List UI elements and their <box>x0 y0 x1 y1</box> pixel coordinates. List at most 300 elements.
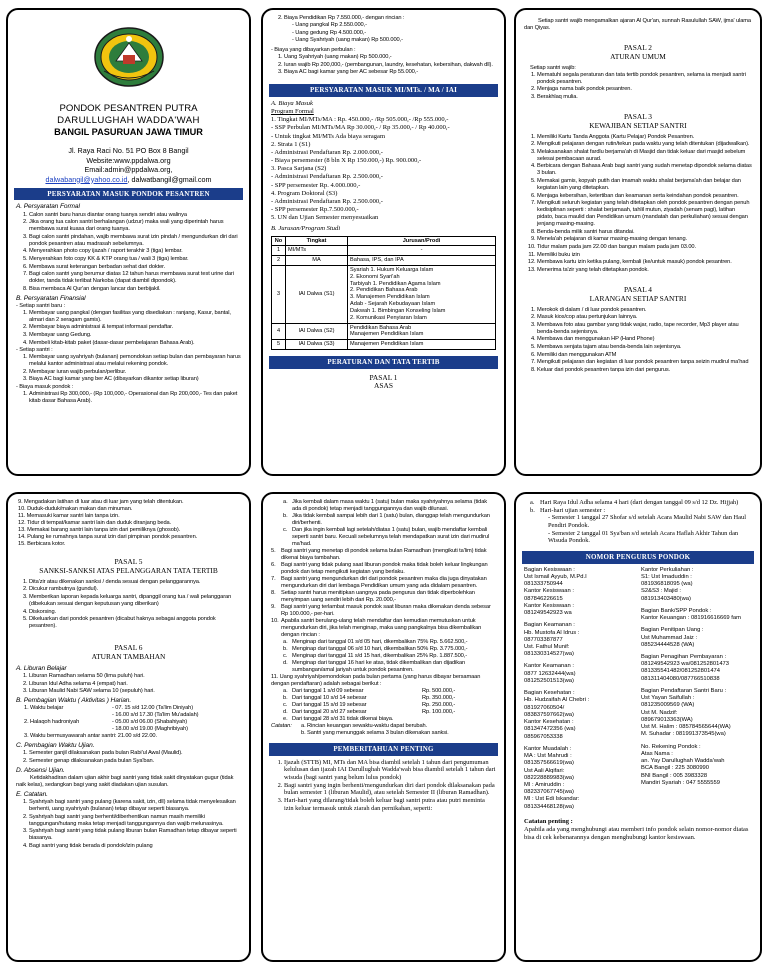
list-item: - Uang Syahriyah (uang makan) Rp 500.000,- <box>292 37 496 44</box>
section-bar-peraturan: PERATURAN DAN TATA TERTIB <box>269 356 498 369</box>
item-number: b. <box>283 695 288 701</box>
halaqoh-row <box>16 719 241 733</box>
list-item: 1. Memiliki Kartu Tanda Anggota (Kartu Pelajar) Pondok Pesantren. <box>537 134 752 141</box>
list-item: 3. Berakhlaq mulia. <box>537 94 752 101</box>
item-number: 10. <box>18 506 26 512</box>
item-number: c. <box>283 702 288 708</box>
item-text: Dari tanggal 1 s/d 09 sebesar <box>292 688 364 694</box>
item-text: Dari tanggal 10 s/d 14 sebesar <box>292 695 367 701</box>
table-cell: 2 <box>272 256 286 266</box>
fin-list-2 <box>16 354 241 383</box>
contact-group <box>524 690 635 741</box>
email-link[interactable]: dalwabangil@yahoo.co.id <box>45 174 128 184</box>
email-text: Email:admin@ppdalwa.org, <box>84 165 173 175</box>
list-item: 3. Biaya AC bagi kamar yang ber AC sebesar Rp 55.000,- <box>284 69 496 76</box>
panel-cover <box>6 8 251 476</box>
biaya-rincian-list <box>284 22 496 44</box>
contacts-grid <box>524 567 752 816</box>
item-amount: Rp. 350.000,- <box>422 695 456 701</box>
email-text-2: , dalwatbangil@gmail.com <box>127 174 212 184</box>
section-bar-pemberitahuan: PEMBERITAHUAN PENTING <box>269 743 498 756</box>
item-text: Jika kembali dalam masa waktu 1 (satu) bulan maka syahriyahnya selama (tidak ada di pondok) tetap menjadi tanggungannya dan wajib dilunasi. <box>292 499 488 512</box>
list-item: 7. Bagi calon santri yang berumur diatas 12 tahun harus membawa surat test urine dari dokter, tanda tidak terlibat Narkoba (dapat diambil dipondok). <box>29 271 241 285</box>
section-heading-waktu: B. Pembagian Waktu ( Aktivitas ) Harian. <box>16 697 132 705</box>
list-item: 5. Memakai gamis, kopyah putih dan imamah waktu shalat berjama'ah dan belajar dan kegiatan lain yang ditetapkan. <box>537 178 752 192</box>
list-item <box>530 507 752 515</box>
pasal-number: PASAL 3 <box>624 111 652 121</box>
list-item: 1. Merokok di dalam / di luar pondok pesantren. <box>537 307 752 314</box>
list-item: 2. Membayar biaya administrasi & tempat informasi pendaftar. <box>29 324 241 331</box>
biaya-pendidikan-list <box>271 15 496 44</box>
catatan-label: Catatan: <box>271 723 292 729</box>
item-number: a. <box>283 639 288 645</box>
item-number: d. <box>283 660 288 666</box>
item-number: 10. <box>271 618 279 624</box>
contact-line: Kantor Keamanan : <box>524 663 574 670</box>
pasal-title: KEWAJIBAN SETIAP SANTRI <box>589 120 687 130</box>
list-item: 8. Bisa membaca Al Qur'an dengan lancar dan berbijakil. <box>29 286 241 293</box>
contact-line: Hb. Hudzaifah Al Chebri : <box>524 697 590 704</box>
contact-line: BNI Bangil : 005 3983328 <box>641 772 708 779</box>
contact-line[interactable]: 085234444528 (WA) <box>641 641 695 648</box>
contact-line[interactable]: Ust M. Halim : 085784565644(WA) <box>641 724 731 731</box>
biaya-line: - Untuk tingkat MI/MTs Ada biaya seragam <box>271 132 385 140</box>
contact-line[interactable]: 087846226615 <box>524 595 563 602</box>
list-item <box>283 660 496 674</box>
item-text: Memasuki kamar santri lain tanpa izin. <box>26 513 120 519</box>
list-item <box>284 15 496 44</box>
item-number: b. <box>283 513 288 519</box>
list-item <box>18 506 241 513</box>
contact-group <box>641 608 752 622</box>
semester-list <box>530 514 752 545</box>
jurusan-table <box>271 236 496 350</box>
contact-heading: Bagian Penitipan Uang : <box>641 627 704 634</box>
contact-line[interactable]: 082337067745(wa) <box>524 789 574 796</box>
program-formal-label: Program Formal <box>271 107 314 115</box>
list-item <box>283 695 496 702</box>
list-item <box>283 499 496 513</box>
pasal-4-heading <box>524 286 752 304</box>
biaya-line: 2. Strata 1 (S1) <box>271 140 311 148</box>
section-bar-mi-mts: PERSYARATAN MASUK MI/MTs. / MA / IAI <box>269 84 498 97</box>
fin-list-3 <box>16 391 241 405</box>
list-item: 1. Liburan Ramadhan selama 50 (lima puluh) hari. <box>29 673 241 680</box>
contact-line[interactable]: 081334468128(wa) <box>524 803 574 810</box>
larangan-cont-list <box>16 499 241 548</box>
item-number: b. <box>283 646 288 652</box>
list-item <box>18 534 241 541</box>
section-bar-persyaratan: PERSYARATAN MASUK PONDOK PESANTREN <box>14 188 243 201</box>
catatan-block <box>271 723 496 737</box>
contact-line: an. Yay Darullughah Wadda'wah <box>641 758 725 765</box>
contact-line[interactable]: M. Suhadar : 081991373545(wa) <box>641 731 726 738</box>
contact-line[interactable]: Kantor Keuangan : 081916616669 fam <box>641 615 741 622</box>
contact-line[interactable]: 083837597662(wa) <box>524 711 574 718</box>
biaya-line: - SPP persemester Rp.7.500.000,- <box>271 206 359 214</box>
contact-line: Ust Muhammad Jaiz : <box>641 634 698 641</box>
contact-line: MI : Amiruddin : <box>524 781 565 788</box>
list-item: 1. Calon santri baru harus diantar orang tuanya sendiri atau walinya <box>29 212 241 219</box>
contact-line[interactable]: 082228889983(wa) <box>524 774 574 781</box>
list-item: 6. Menjaga kebersihan, ketertiban dan keamanan serta keindahan pondok pesantren. <box>537 193 752 200</box>
list-item <box>271 548 496 562</box>
pasal-title: ATURAN TAMBAHAN <box>91 652 166 661</box>
list-item: 2. Menjaga nama baik pondok pesantren. <box>537 86 752 93</box>
kewajiban-list <box>524 134 752 274</box>
biaya-line: 1. Tingkat MI/MTs/MA : Rp. 450.000,- /Rp 505.000,- /Rp 555.000,- <box>271 116 449 124</box>
contact-block <box>16 146 241 183</box>
biaya-line: - SSP Perbulan MI/MTs/MA Rp 30.000,- / Rp 35.000,- / Rp 40.000,- <box>271 124 450 132</box>
pasal-number: PASAL 2 <box>624 43 652 52</box>
refund-list <box>271 639 496 674</box>
contact-line[interactable]: 081249542923 wa <box>524 610 572 617</box>
item-text: Dan jika ingin kembali lagi setelah/diatas 1 (satu) bulan, wajib mendaftar kembali seperti santri baru. Kecuali sebelumnya telah mendapatkan surat izin dari mudirul ma'had. <box>292 527 490 547</box>
item-number: d. <box>283 709 288 715</box>
list-item: 8. Benda-benda milik santri harus ditandai. <box>537 229 752 236</box>
biaya-line: 4. Program Doktoral (S3) <box>271 189 338 197</box>
contact-line[interactable]: 081311404080/087766510838 <box>641 675 720 682</box>
pasal-number: PASAL 5 <box>114 557 143 566</box>
contact-line: MA : Ust Mahrudi : <box>524 753 572 760</box>
sanksi-list <box>16 579 241 630</box>
title-line-3: BANGIL PASURUAN JAWA TIMUR <box>54 126 203 137</box>
item-number: 7. <box>271 576 276 582</box>
panel-aturan <box>514 8 762 476</box>
dibayar-heading: - Biaya yang dibayarkan perbulan : <box>271 47 356 54</box>
contact-line: MI : Ust Edi Iskandar: <box>524 796 580 803</box>
libur-list <box>16 673 241 695</box>
item-amount: Rp. 250.000,- <box>422 702 456 708</box>
list-item: 1. Membayar uang syahriyah (bulanan) pemondokan setiap bulan dan pembayaran harus melalui kantor administrasi atau melalui rekening pondok. <box>29 354 241 368</box>
contact-heading: Bagian Kesiswaan : <box>524 566 575 573</box>
contact-line: Ust Yayan Saifullah : <box>641 695 695 702</box>
item-amount: Rp. 100.000,- <box>422 709 456 715</box>
list-item <box>18 499 241 506</box>
contact-line[interactable]: 081235009569 (WA) <box>641 702 695 709</box>
contact-line: Ust M. Nadzif: <box>641 709 678 716</box>
pasal-title: SANKSI-SANKSI ATAS PELANGGARAN TATA TERTIB <box>39 565 218 575</box>
list-item <box>530 499 752 507</box>
list-item: 2. Membayar iuran wajib perbulan/perlibur. <box>29 369 241 376</box>
contact-group <box>641 688 752 739</box>
item-number: 14. <box>18 534 26 540</box>
waktu-value: - 16.00 s/d 17.30 (Ta'lim Mu'adalah) <box>112 712 199 719</box>
list-item: 1. Uang Syahriyah (uang makan) Rp 500.000,- <box>284 54 496 61</box>
waktu-value: - 07. 15 s/d 12.00 (Ta'lim Diniyah) <box>112 705 194 712</box>
item-number: 8. <box>271 590 276 596</box>
biaya-line: 3. Pasca Sarjana (S2) <box>271 165 327 173</box>
pasal-5-heading <box>16 558 241 576</box>
catatan-list <box>16 799 241 850</box>
contact-line: Atas Nama : <box>641 750 673 757</box>
list-item <box>271 618 496 639</box>
list-item <box>271 604 496 618</box>
contact-group <box>641 654 752 683</box>
list-item: 2. Jika orang tua calon santri berhalangan (udzur) maka wali yang diperintah harus membawa surat kuasa dari orang tuanya. <box>29 219 241 233</box>
catatan-line: a. Rincian keuangan sewaktu-waktu dapat berubah. <box>301 723 428 729</box>
biaya-line: - Biaya persemester (8 bln X Rp 150.000,-) Rp. 900.000,- <box>271 157 422 165</box>
item-number: a. <box>283 688 288 694</box>
contact-line: Hb. Mustofa Al Idrus : <box>524 629 580 636</box>
musyawarah-row: 3. Waktu bermusyawarah antar santri: 21.00 s/d 22.00. <box>24 733 157 740</box>
contact-line[interactable]: 081913403480(wa) <box>641 595 691 602</box>
item-text: Dari tanggal 20 s/d 27 sebesar <box>292 709 367 715</box>
table-row <box>272 323 496 340</box>
item-text: Tidur di tempat/kamar santri lain dan duduk diranjang beda. <box>27 520 172 526</box>
list-item: 13. Menerima ta'zir yang telah ditetapkan pondok. <box>537 267 752 274</box>
list-item <box>271 590 496 604</box>
list-item <box>283 702 496 709</box>
waktu-label: 1. Waktu belajar <box>24 705 64 712</box>
pasal-title: LARANGAN SETIAP SANTRI <box>589 293 687 303</box>
pasal-number: PASAL 4 <box>624 284 652 294</box>
pasal-3-heading <box>524 113 752 131</box>
contact-heading: Bagian Penagihan Pembayaran : <box>641 654 727 660</box>
waktu-label: 2. Halaqoh hadroniyah <box>24 719 80 726</box>
item-number: e. <box>283 716 288 722</box>
contact-group <box>524 567 635 618</box>
item-text: Dari tanggal 15 s/d 19 sebesar <box>292 702 367 708</box>
absensi-text: Ketidakhadiran dalam ujian akhir bagi santri yang tidak sakit dinyatakan gugur (tidak naik kelas), sedangkan bagi yang sakit diadakan ujian susulan. <box>16 775 234 789</box>
contact-line[interactable]: 081333750944 <box>524 581 563 588</box>
asas-text: Setiap santri wajib mengamalkan ajaran Al Qur'an, sunnah Rasulullah SAW, ijma' ulama dan Qiyas. <box>524 18 751 31</box>
contact-line: S1: Ust Imaduddin : <box>641 573 692 580</box>
item-number: 15. <box>18 541 26 547</box>
table-header: No <box>272 236 286 246</box>
list-item: 8. Keluar dari pondok pesantren tanpa izin dari pengurus. <box>537 367 752 374</box>
title-line-1: PONDOK PESANTREN PUTRA <box>59 103 198 114</box>
contact-line[interactable]: 081347472356 (wa) <box>524 726 576 733</box>
biaya-line: - Administrasi Pendaftaran Rp. 2.500.000,- <box>271 198 383 205</box>
table-header: Tingkat <box>286 236 348 246</box>
list-item <box>18 527 241 534</box>
list-item <box>283 646 496 653</box>
list-item: 10. Tidur malam pada jam 22.00 dan bangun malam pada jam 03.00. <box>537 244 752 251</box>
panel-kontak <box>514 492 762 962</box>
list-item: - Semester 1 tanggal 27 Shofar s/d setelah Acara Maulid Nabi SAW dan Haul Pendiri Pondok. <box>548 514 752 529</box>
section-heading-finansial: B. Persyaratan Finansial <box>16 294 86 302</box>
contact-heading: No. Rekening Pondok : <box>641 743 701 750</box>
wajib-heading: Setiap santri wajib: <box>530 64 576 71</box>
section-heading-jurusan: B. Jurusan/Program Studi <box>271 224 341 232</box>
dibayar-list <box>271 54 496 76</box>
list-item <box>271 562 496 576</box>
item-text: Pulang ke rumahnya tanpa surat izin dari pimpinan pondok pesantren. <box>27 534 198 540</box>
item-text: Memakai barang santri lain tanpa izin dari pemiliknya (ghosob). <box>27 527 181 533</box>
contact-line[interactable]: 081249542923 wa/081252801473 <box>641 661 730 668</box>
list-item: 1. Syahriyah bagi santri yang pulang (karena sakit, izin, dll) selama tidak menyelesaikan berhenti, uang syahriyah (bulanan) tetap dibayar seperti biasanya. <box>29 799 241 813</box>
item-text: Bagi santri yang terlambat masuk pondok saat liburan maka dikenakan denda sebesar Rp 100.000,- per-hari. <box>281 604 491 617</box>
table-cell: 1 <box>272 246 286 256</box>
list-item: 6. Membawa surat keterangan berbadan sehat dari dokter. <box>29 264 241 271</box>
list-item: 3. Bagi calon santri pindahan, wajib membawa surat izin pindah / mengundurkan diri dari pondok pesantren atau madrasah sebelumnya. <box>29 234 241 248</box>
section-heading-biaya-masuk: A. Biaya Masuk <box>271 99 313 107</box>
table-cell: MA <box>286 256 348 266</box>
pasal-6-heading <box>16 644 241 662</box>
table-row <box>272 246 496 256</box>
table-cell: Manajemen Pendidikan Islam <box>348 340 496 350</box>
contact-heading: Kantor Perkuliahan : <box>641 566 694 573</box>
contact-heading: Bagian Bank/SPP Pondok : <box>641 607 712 614</box>
biaya-pendidikan-text: Biaya Pendidikan Rp 7.550.000,- dengan rincian : <box>284 15 405 21</box>
contact-heading: Bagian Keamanan : <box>524 622 575 629</box>
list-item <box>283 688 496 695</box>
list-item: 1. Semester ganjil dilaksanakan pada bulan Rabi'ul Awal (Maulid). <box>29 750 241 757</box>
section-heading-libur: A. Liburan Belajar <box>16 664 67 672</box>
item-number: a. <box>530 499 535 506</box>
contact-line: BCA Bangil : 225 3080990 <box>641 765 710 772</box>
contacts-right-column <box>641 567 752 816</box>
title-line-2: DARULLUGHAH WADDA'WAH <box>57 114 200 126</box>
contact-line: Kantor Kesiswaan : <box>524 588 574 595</box>
list-item: 4. Bagi santri yang tidak berada di pondok/izin pulang <box>29 843 241 850</box>
website-text[interactable]: Website:www.ppdalwa.org <box>86 155 171 165</box>
contact-group <box>524 663 635 685</box>
list-item: 11. Memiliki buku izin <box>537 252 752 259</box>
contact-line[interactable]: 0877 12632444(wa) <box>524 670 576 677</box>
list-item: 3. Syahriyah bagi santri yang tidak pulang liburan bulan Ramadhan tetap dibayar seperti biasanya. <box>29 828 241 842</box>
larangan-list <box>524 307 752 374</box>
contact-group <box>641 627 752 649</box>
item-amount: Rp. 500.000,- <box>422 688 456 694</box>
ujian-list <box>16 750 241 765</box>
list-item <box>283 639 496 646</box>
list-item: 3. Biaya AC bagi kamar yang ber AC (dibayarkan dikantor setiap liburan) <box>29 376 241 383</box>
pasal-2-heading <box>524 44 752 62</box>
contact-line[interactable]: 081357566619(wa) <box>524 760 574 767</box>
item-text: Dari tanggal 28 s/d 31 tidak dikenai biaya. <box>292 716 394 722</box>
list-item <box>283 513 496 527</box>
item-text: Bagi santri yang mengundurkan diri dari pondok pesantren maka dia juga dinyatakan mengundurkan diri dari lembaga Pendidikan umum yang ada didalam pesantren. <box>281 576 487 589</box>
catatan-penting-label: Catatan penting : <box>524 817 573 825</box>
contact-group <box>641 744 752 787</box>
table-row <box>272 266 496 324</box>
contact-group <box>524 746 635 811</box>
contact-line[interactable]: 081927060504/ <box>524 704 565 711</box>
item-number: 11. <box>18 513 26 519</box>
section-bar-nomor-pengurus: NOMOR PENGURUS PONDOK <box>522 551 754 564</box>
table-header: Jurusan/Prodi <box>348 236 496 246</box>
list-item: 3. Memberikan laporan kepada keluarga santri, dipanggil orang tua / wali pelanggaran (dibekukan sesuai dengan keputusan yang diberikan) <box>29 594 241 608</box>
item-number: a. <box>283 499 288 505</box>
contact-heading: Kantor Kesiswaan : <box>524 602 574 609</box>
list-item <box>283 527 496 548</box>
contact-line: Ust Ismail Ayyub, M.Pd.I <box>524 573 587 580</box>
address-text: Jl. Raya Raci No. 51 PO Box 8 Bangil <box>68 146 189 156</box>
contact-group <box>641 567 752 603</box>
contact-line: Ust Aali Alqifari: <box>524 767 565 774</box>
panel-peraturan-lanjutan <box>261 492 506 962</box>
table-cell: Pendidikan Bahasa Arab Manajemen Pendidikan Islam <box>348 323 496 340</box>
section-heading-catatan: E. Catatan. <box>16 791 48 799</box>
biaya-line: - Administrasi Pendaftaran Rp. 2.000.000,- <box>271 148 383 156</box>
item-number: b. <box>530 506 535 514</box>
pasal-number: PASAL 6 <box>114 643 143 653</box>
item-text: Menginap dari tanggal 06 s/d 10 hari, dikembalikan 50% Rp. 3.775.000,- <box>292 646 468 652</box>
waktu-value: - 05.00 s/d 06.00 (Shabahiyah) <box>112 719 188 726</box>
section-heading-formal: A. Persyaratan Formal <box>16 203 80 211</box>
list-item: 3. Melaksanakan shalat fardlu berjama'ah di Masjid dan tidak keluar dari masjid sebelum selesai pembacaan aurad. <box>537 149 752 163</box>
list-item: 7. Mengikuti pelajaran dan kegiatan di luar pondok pesantren tanpa seizin mudirul ma'had <box>537 359 752 366</box>
contact-line[interactable]: 081335541482/081252801474 <box>641 668 720 675</box>
list-item: 3. Liburan Maulid Nabi SAW selama 10 (sepuluh) hari. <box>29 688 241 695</box>
list-item: 4. Diskorsing. <box>29 609 241 616</box>
contact-line[interactable]: 089679013363(WA) <box>641 716 693 723</box>
list-item <box>18 513 241 520</box>
contact-line[interactable]: 081936818095 (wa) <box>641 581 693 588</box>
section-heading-absensi: D. Absensi Ujian. <box>16 766 65 774</box>
contact-heading: Kantor Muadalah : <box>524 745 572 752</box>
table-cell: 4 <box>272 323 286 340</box>
pemberitahuan-list <box>271 759 496 813</box>
rules-list <box>271 548 496 639</box>
waktu-belajar-row <box>16 705 241 719</box>
list-item: 7. Mengikuti seluruh kegiatan yang telah ditetapkan oleh pondok pesantren dengan penuh kedisiplinan seperti : shalat berjamaah, tahlil mutun, ziyadah (senam pagi), latihan pidato, baca maulid dan Pendidikan umum (mandatah dan perkuliahan) sesuai dengan jenjang masing-masing. <box>537 200 752 228</box>
contact-line[interactable]: 087703387877 <box>524 636 563 643</box>
list-item: 1. Mematuhi segala peraturan dan tata tertib pondok pesantren, selama ia menjadi santri pondok pesantren. <box>537 72 752 86</box>
syahriyah-list <box>271 688 496 723</box>
contact-line: Kantor Kesehatan : <box>524 719 574 726</box>
pasal-title: ATURAN UMUM <box>610 51 666 61</box>
item-number: 13. <box>18 527 26 533</box>
list-item: 5. Menyerahkan foto copy KK & KTP orang tua / wali 3 (tiga) lembar. <box>29 256 241 263</box>
item-text: Hari-hari ujian semester : <box>540 506 606 514</box>
item-text: Menginap dari tanggal 01 s/d 05 hari, dikembalikan 75% Rp. 5.662.500,- <box>292 639 468 645</box>
item-text: Apabila santri berulang-ulang telah mendaftar dan kemudian memutuskan untuk mengundurkan diri, jika telah menginap, maka uang pangkalnya bisa dikembalikan dengan rincian : <box>281 618 482 638</box>
table-cell: 3 <box>272 266 286 324</box>
list-item: 9. Menela'ah pelajaran di kamar masing-masing dengan tenang. <box>537 236 752 243</box>
list-item: 1. Ijazah (STTB) MI, MTs dan MA bisa diambil setelah 1 tahun dari pengumuman kelulusan dan ijazah IAI Darullughah Wadda'wah bisa diambil setelah 1 tahun dari wisuda (bagi santri yang belum lulus pondok) <box>284 759 496 782</box>
list-item: - Uang gedung Rp 4.500.000,- <box>292 30 496 37</box>
catatan-line: b. Santri yang menunggak selama 3 bulan dikenakan sanksi. <box>301 730 449 736</box>
item-number: 6. <box>271 562 276 568</box>
fin-subheading: - Setiap santri : <box>16 347 53 354</box>
item-text: Menginap dari tanggal 16 hari ke atas, tidak dikembalikan dan dijadikan sumbangan/amal jariyah untuk pondok pesantren. <box>292 660 466 673</box>
pasal-number: PASAL 1 <box>369 372 398 382</box>
fin-subheading: - Setiap santri baru : <box>16 302 66 309</box>
table-cell: IAI Dalwa (S3) <box>286 340 348 350</box>
contact-line[interactable]: 085967053338 <box>524 733 563 740</box>
contact-heading: Bagian Pendaftaran Santri Baru : <box>641 687 727 694</box>
list-item: 2. Dicukur rambutnya (gundul). <box>29 586 241 593</box>
list-item <box>283 653 496 660</box>
formal-list <box>16 212 241 293</box>
item-number: c. <box>283 653 288 659</box>
contact-heading: Bagian Kesehatan : <box>524 690 575 697</box>
item-number: 9. <box>18 499 23 505</box>
contact-line: S2&S3 : Majid : <box>641 588 681 595</box>
item-text: Bagi santri yang tidak pulang saat liburan pondok maka tidak boleh keluar lingkungan pondok dan tetap mengikuti kegiatan yang berlaku. <box>281 562 488 575</box>
contact-line: Mandiri Syariah : 047 5555559 <box>641 779 720 786</box>
list-item: 2. Semester genap dilaksanakan pada bulan Sya'ban. <box>29 758 241 765</box>
panel-biaya <box>261 8 506 476</box>
contact-line[interactable]: 081252501513(wa) <box>524 677 574 684</box>
izin-sub-list <box>271 499 496 548</box>
biaya-line: - SPP persemester Rp. 4.000.000,- <box>271 181 361 189</box>
item-number: c. <box>283 527 288 533</box>
list-item <box>271 576 496 590</box>
list-item: 12. Membawa kartu izin ketika pulang, kembali (ke/untuk masuk) pondok pesantren. <box>537 259 752 266</box>
rule-11: 11. Uang syahriyah/pemondokan pada bulan pertama (yang harus dibayar bersamaan dengan pendaftaran) adalah sebagai berikut : <box>271 674 481 687</box>
contact-line[interactable]: 081330314527(wa) <box>524 651 574 658</box>
list-item: 2. Iuran wajib Rp 200,000,- (pembangunan, laundry, kesehatan, kebersihan, dakwah dll). <box>284 62 496 69</box>
table-row <box>272 256 496 266</box>
pasal-1-heading <box>271 374 496 392</box>
list-item: 5. Membawa senjata tajam atau benda-benda lain sejenisnya. <box>537 344 752 351</box>
list-item <box>18 541 241 548</box>
catatan-penting-block <box>524 818 752 841</box>
